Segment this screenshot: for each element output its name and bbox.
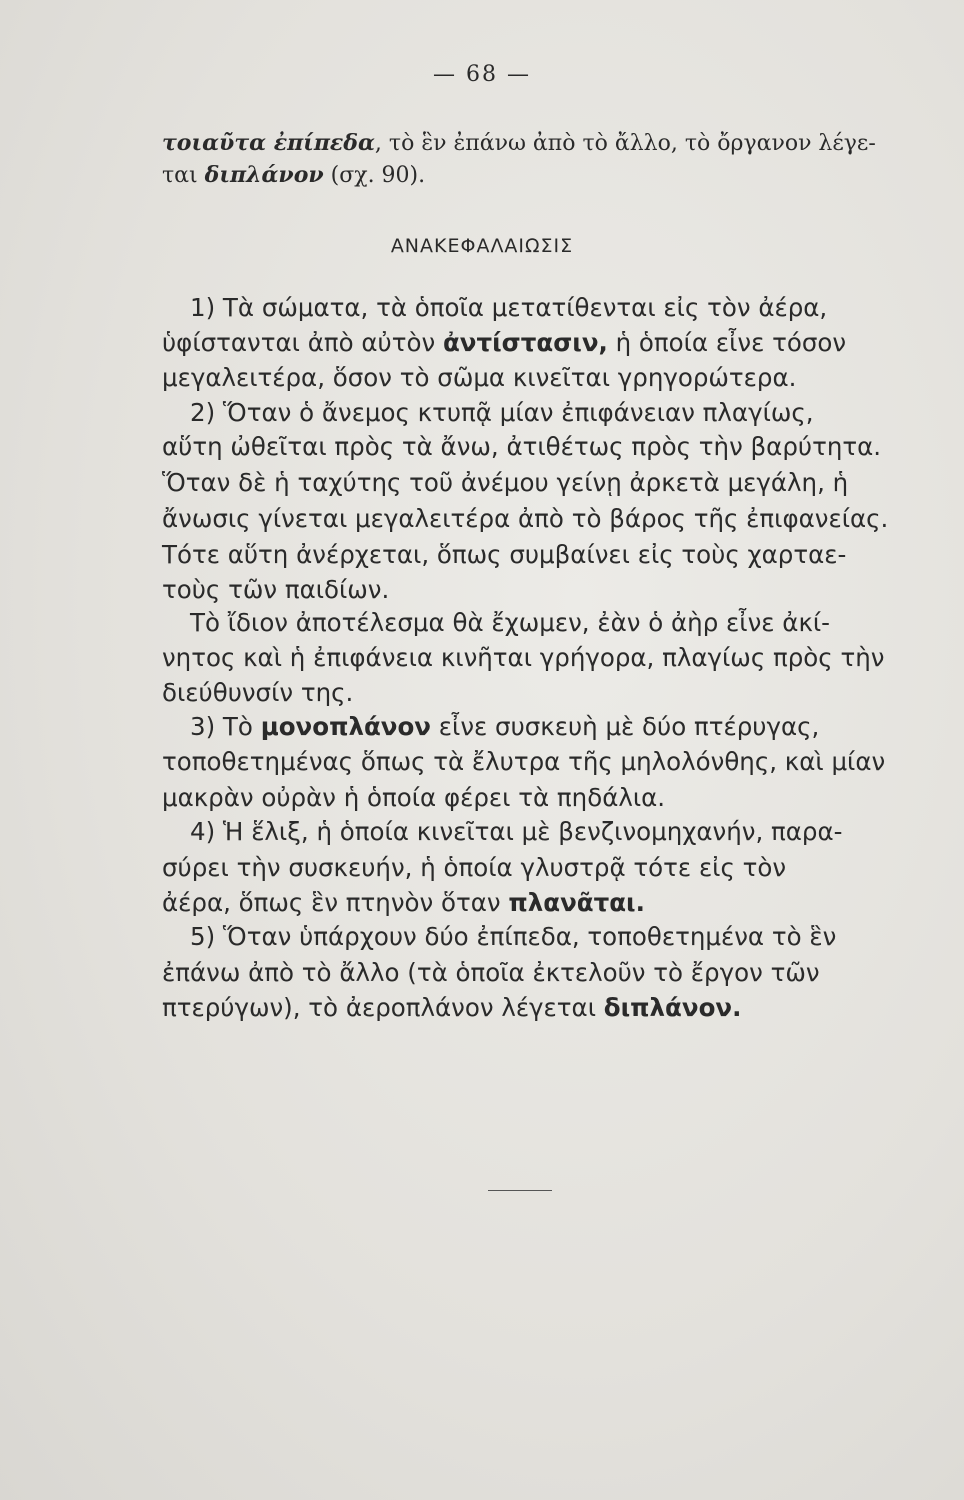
text-line: 5) Ὅταν ὑπάρχουν δύο ἐπίπεδα, τοποθετημένα τὸ ἓν	[190, 922, 837, 951]
intro-text: , τὸ ἓν ἐπάνω ἀπὸ τὸ ἄλλο, τὸ ὄργανον λέγε-	[374, 131, 876, 156]
bold-term: ἀντίστασιν,	[442, 328, 608, 357]
text-line	[162, 888, 645, 918]
text-span: ἀέρα, ὅπως ἓν πτηνὸν ὅταν	[162, 888, 509, 917]
bold-term: πλανᾶται.	[508, 888, 645, 917]
text-line: μακρὰν οὐρὰν ἡ ὁποία φέρει τὰ πηδάλια.	[162, 783, 666, 812]
text-line: 1) Τὰ σώματα, τὰ ὁποῖα μετατίθενται εἰς τὸν ἀέρα,	[190, 293, 828, 322]
intro-text: ται	[162, 163, 205, 188]
text-span: ὑφίστανται ἀπὸ αὐτὸν	[162, 328, 443, 357]
bold-term: μονοπλάνον	[260, 712, 431, 741]
section-heading: ΑΝΑΚΕΦΑΛΑΙΩΣΙΣ	[390, 235, 574, 257]
page-number: — 68 —	[433, 62, 531, 87]
text-line	[162, 993, 741, 1023]
text-span: 3) Τὸ	[190, 712, 261, 741]
text-line: Ὅταν δὲ ἡ ταχύτης τοῦ ἀνέμου γείνῃ ἀρκετὰ μεγάλη, ἡ	[162, 468, 849, 497]
intro-bold-term: τοιαῦτα ἐπίπεδα	[162, 130, 375, 156]
intro-line-1	[162, 128, 876, 159]
end-rule	[488, 1190, 552, 1191]
text-line: σύρει τὴν συσκευήν, ἡ ὁποία γλυστρᾷ τότε εἰς τὸν	[162, 853, 787, 882]
text-line: αὕτη ὠθεῖται πρὸς τὰ ἄνω, ἀτιθέτως πρὸς τὴν βαρύτητα.	[162, 432, 882, 461]
text-line: τοποθετημένας ὅπως τὰ ἔλυτρα τῆς μηλολόνθης, καὶ μίαν	[162, 747, 886, 776]
text-line: μεγαλειτέρα, ὅσον τὸ σῶμα κινεῖται γρηγορώτερα.	[162, 363, 797, 392]
text-span: εἶνε συσκευὴ μὲ δύο πτέρυγας,	[431, 712, 820, 741]
intro-text: (σχ. 90).	[323, 163, 426, 188]
text-span: πτερύγων), τὸ ἀεροπλάνον λέγεται	[162, 993, 604, 1022]
bold-term: διπλάνον.	[603, 993, 742, 1022]
text-line: διεύθυνσίν της.	[162, 678, 354, 707]
text-line: ἄνωσις γίνεται μεγαλειτέρα ἀπὸ τὸ βάρος τῆς ἐπιφανείας.	[162, 504, 889, 533]
text-line: Τότε αὕτη ἀνέρχεται, ὅπως συμβαίνει εἰς τοὺς χαρταε-	[162, 540, 847, 569]
text-line: νητος καὶ ἡ ἐπιφάνεια κινῆται γρήγορα, πλαγίως πρὸς τὴν	[162, 643, 885, 672]
text-span: ἡ ὁποία εἶνε τόσον	[607, 328, 847, 357]
text-line: ἐπάνω ἀπὸ τὸ ἄλλο (τὰ ὁποῖα ἐκτελοῦν τὸ ἔργον τῶν	[162, 958, 820, 987]
text-line: 2) Ὅταν ὁ ἄνεμος κτυπᾷ μίαν ἐπιφάνειαν πλαγίως,	[190, 398, 814, 427]
text-line: 4) Ἡ ἕλιξ, ἡ ὁποία κινεῖται μὲ βενζινομηχανήν, παρα-	[190, 817, 843, 846]
text-line	[190, 712, 819, 742]
text-line	[162, 328, 846, 358]
text-line: Τὸ ἴδιον ἀποτέλεσμα θὰ ἔχωμεν, ἐὰν ὁ ἀὴρ εἶνε ἀκί-	[190, 608, 831, 637]
intro-line-2	[162, 160, 425, 191]
text-line: τοὺς τῶν παιδίων.	[162, 575, 390, 604]
intro-bold-term: διπλάνον	[204, 162, 324, 188]
